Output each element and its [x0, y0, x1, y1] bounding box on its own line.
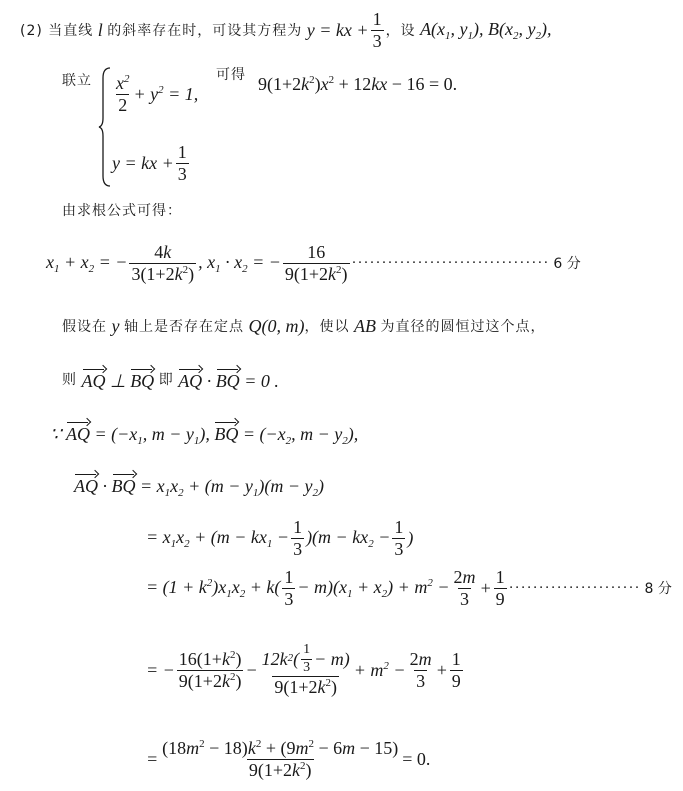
- score-6: 6 分: [553, 256, 581, 272]
- text-assume-suffix: 为直径的圆恒过这个点，: [380, 319, 546, 335]
- line-expand-1: = $x_1x_2 + (m - kx_1$ − $\frac{1}{3}$ )($m - kx_2$ − $\frac{1}{3}$ ): [146, 516, 414, 559]
- text-qiu-gen: 由求根公式可得：: [62, 203, 182, 219]
- fraction-term-2: 12k 2 ( $\frac{1}{3}$ − m) $9(1+2k^2)$: [261, 641, 350, 698]
- line-final: = $\frac{(18m^2 - 18)k^2 + (9m^2 - 6m - 15)}{9(1+2k^2)}$ = 0.: [146, 737, 431, 780]
- left-brace-icon: [98, 66, 112, 188]
- fraction-final: $\frac{(18m^2 - 18)k^2 + (9m^2 - 6m - 15)}{9(1+2k^2)}$: [162, 737, 399, 780]
- fraction-product: $\frac{16}{9(1+2k^2)}$: [284, 241, 348, 284]
- text-assume-mid1: 轴上是否存在定点: [124, 319, 244, 335]
- text-p1-set: ，设: [385, 23, 416, 39]
- line-substitute: = − $\frac{16(1+k^2)}{9(1+2k^2)}$ − 12k 2 ( $\frac{1}{3}$ − m) $9(1+2k^2)$ + $m^2$ − $\frac{2m}{3}$ + $\frac{1}{9}$: [146, 641, 461, 698]
- line-perpendicular: 则 AQ ⊥ BQ 即 AQ · BQ = 0 .: [62, 366, 279, 392]
- equation-quadratic: $9(1+2k^2)x^2 + 12kx - 16 = 0$.: [258, 73, 458, 94]
- system-eq-line: y = kx + $\frac{1}{3}$: [112, 141, 187, 184]
- math-l: l: [93, 19, 108, 40]
- fraction-term-1: $\frac{16(1+k^2)}{9(1+2k^2)}$: [178, 648, 242, 691]
- fraction-sum: $\frac{4k}{3(1+2k^2)}$: [131, 241, 195, 284]
- line-vectors: ∵ AQ = ($-x_1$, $m - y_1$), BQ = ($-x_2$, $m - y_2$),: [50, 420, 358, 446]
- fraction-one-third-2: $\frac{1}{3}$: [177, 141, 187, 184]
- math-points-ab: $A(x_1$, $y_1$), $B(x_2$, $y_2$),: [415, 18, 552, 42]
- math-line-equation: y = kx +: [302, 19, 369, 40]
- text-assume-prefix: 假设在: [62, 319, 107, 335]
- text-lian-li: 联立: [62, 73, 92, 89]
- line-expand-2: = $(1 + k^2)x_1x_2 + k$( $\frac{1}{3}$ − $m)(x_1 + x_2) + m^2$ − $\frac{2m}{3}$ + $\frac{1}{9}$ ······················ 8 分: [146, 566, 672, 609]
- fraction-x2-over-2: $\frac{x^2}{2}$: [116, 72, 130, 115]
- line-1: [20, 8, 552, 52]
- text-p1-mid: 的斜率存在时，可设其方程为: [107, 23, 303, 39]
- score-8: 8 分: [644, 581, 672, 597]
- line-assumption: 假设在 y 轴上是否存在定点 Q(0, m) ，使以 AB 为直径的圆恒过这个点，: [62, 315, 546, 336]
- text-ji: 即: [158, 372, 174, 388]
- system-eq-ellipse: $\frac{x^2}{2}$ + $y^2 = 1$,: [116, 72, 199, 115]
- fraction-one-third: $\frac{1}{3}$: [372, 8, 382, 51]
- text-assume-mid2: ，使以: [304, 319, 350, 335]
- equation-vieta: $x_1 + x_2$ = − $\frac{4k}{3(1+2k^2)}$ , $x_1 \cdot x_2$ = − $\frac{16}{9(1+2k^2)}$ ································· 6 分: [46, 241, 581, 284]
- line-dot-product: AQ · BQ = $x_1x_2 + (m - y_1)(m - y_2)$: [74, 472, 324, 498]
- text-ke-de: 可得: [216, 67, 246, 83]
- text-ze: 则: [62, 372, 77, 388]
- text-p1-prefix: (2) 当直线: [20, 23, 94, 39]
